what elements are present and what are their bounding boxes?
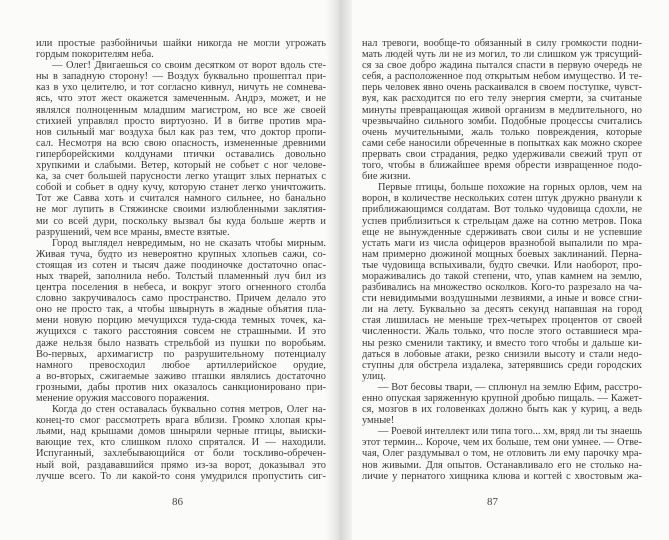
text-line: минуты превращающая живой организм в медлительного, но xyxy=(362,104,642,116)
text-line: стоящая из сотен и тысяч даже поодиночке достаточно опас- xyxy=(36,259,326,271)
text-line: ный вой, раздававшийся прямо из-за ворот, доказывал это xyxy=(36,459,326,471)
page-number-left: 86 xyxy=(172,496,183,508)
text-line: не мог лупить в Стяжинске своими излюбленными заклятия- xyxy=(36,204,326,216)
paragraph xyxy=(36,238,326,404)
text-line: центра поселения в небеса, и вокруг этого огненного столба xyxy=(36,282,326,294)
text-line: этот термин... Короче, чем их больше, тем они умнее. — Отве- xyxy=(362,437,642,449)
text-line: мать людей чуть ли не из могил, то ли слишком уж трясущий- xyxy=(362,49,642,61)
text-line: ворон, в количестве нескольких сотен штук дружно рванули к xyxy=(362,193,642,205)
paragraph xyxy=(362,426,642,481)
text-line: лучше всего. То ли какой-то соня умудрился пропустить сиг- xyxy=(36,470,326,482)
text-line: являлся полноценным младшим магистром, но все же своей xyxy=(36,104,326,116)
text-line: сал. Несмотря на всю свою опасность, измененные древними xyxy=(36,137,326,149)
text-line: нов сильный маг воздуха был как раз тем, что доктор пропи- xyxy=(36,126,326,138)
paragraph xyxy=(362,382,642,426)
text-line: устать маги из числа офицеров вразнобой выпалили по мра- xyxy=(362,237,642,249)
text-line: ли на лету. Буквально за десять секунд напавшая на город xyxy=(362,304,642,316)
text-line: нал тревоги, вообще-то обязанный в силу громкости подни- xyxy=(362,38,642,49)
text-line: мени новую порцию мечущихся туда-сюда темных точек, ка- xyxy=(36,315,326,327)
text-line: сами себе наносили обреченные в попытках как можно скорее xyxy=(362,137,642,149)
text-line: ных тварей, заполнила небо. Толстый пламенный луч бил из xyxy=(36,270,326,282)
text-line: вуя, как расходится по его телу энергия смерти, за считаные xyxy=(362,93,642,105)
paragraph xyxy=(362,38,642,182)
text-line: енно опуская заряженную крупной дробью пищаль. — Кажет- xyxy=(362,393,642,404)
text-line: численности. Жаль только, что после этого оставшиеся мра- xyxy=(362,326,642,338)
text-line: Первые птицы, больше похожие на горных орлов, чем на xyxy=(378,182,642,194)
text-line: успев приблизиться к стрельцам даже на сотню метров. Пока xyxy=(362,215,642,227)
text-line: улиц. xyxy=(362,370,386,382)
text-line: конец-то смог рассмотреть врага вблизи. Громко хлопая кры- xyxy=(36,415,326,427)
paragraph xyxy=(36,38,326,60)
text-line: Испуганный, захлебывающийся от боли тоскливо-обречен- xyxy=(36,448,326,460)
text-line: еще не вынужденные сдерживать свои силы и не успевшие xyxy=(362,226,642,238)
book-gutter xyxy=(326,0,352,540)
text-line: или простые разбойничьи шайки никогда не могли угрожать xyxy=(36,38,326,49)
text-line: льями, над крышами домов шныряли черные птицы, выиски- xyxy=(36,426,326,438)
text-line: Живая туча, будто из невероятно крупных хлопьев сажи, со- xyxy=(36,248,326,260)
text-line: стая лишилась не меньше трех-четырех процентов от своей xyxy=(362,315,642,327)
text-line: жущихся с такого расстояния совсем не страшными. И это xyxy=(36,326,326,338)
text-line: — Олег! Двигаешься со своим десятком от ворот вдоль сте- xyxy=(52,60,326,72)
text-line: а во-вторых, сжигаемые заживо пташки являлись достаточно xyxy=(36,370,326,382)
paragraph xyxy=(36,60,326,238)
text-line: приближающимся солдатам. Вот только чудовища сдохли, не xyxy=(362,204,642,216)
text-line: грозными, дабы против них оказалось санкционировано при- xyxy=(36,381,326,393)
text-line: хрупкими и слабыми. Ветер, который не собьет с ног челове- xyxy=(36,160,326,172)
text-line: прервать свои страдания, редко удерживали свежий труп от xyxy=(362,148,642,160)
text-line: ны резко сменили тактику, и вместо того чтобы и дальше ки- xyxy=(362,337,642,349)
text-line: того, чтобы в ближайшее время обрести извращенное подо- xyxy=(362,160,642,172)
text-line: Тот же Савва хоть и считался намного сильнее, но банально xyxy=(36,193,326,205)
text-line: каз в ухо целителю, и тот согласно кивнул, ничуть не сомнева- xyxy=(36,82,326,94)
text-line: разбивались на множество осколков. Кого-то разрезало на ча- xyxy=(362,282,642,294)
text-line: тые чудовища вспыхивали, будто свечки. Или наоборот, про- xyxy=(362,259,642,271)
text-line: гордым покорителям неба. xyxy=(36,49,154,61)
page-left xyxy=(36,38,326,482)
text-line: Когда до стен оставалась буквально сотня метров, Олег на- xyxy=(52,404,326,416)
text-line: Город выглядел невредимым, но не сказать чтобы мирным. xyxy=(52,237,326,249)
text-line: ясь, что этот жест окажется замеченным. Андрэ, может, и не xyxy=(36,93,326,105)
text-line: чрезвычайно сильного зомби. Подобные процессы считались xyxy=(362,115,642,127)
text-line: даже нельзя было назвать стрельбой из пушки по воробьям. xyxy=(36,337,326,349)
text-line: нов живыми. Для опытов. Останавливало его не столько на- xyxy=(362,459,642,471)
paragraph xyxy=(36,404,326,482)
text-line: себя, а расположенное под открытым небом имущество. И те- xyxy=(362,71,642,83)
page-number-right: 87 xyxy=(487,496,498,508)
text-line: разрушений, чем все мраны, вместе взятые. xyxy=(36,226,230,238)
text-line: — Роевой интеллект или типа того... хм, вряд ли ты знаешь xyxy=(378,426,642,438)
text-line: сти невидимыми воздушными лезвиями, а иные и вовсе сгни- xyxy=(362,293,642,305)
text-line: нам примерно дюжиной мощных боевых заклинаний. Перна- xyxy=(362,248,642,260)
text-line: ся за свое добро жадина пытался спасти в первую очередь не xyxy=(362,60,642,72)
text-line: чая, Олег раздумывал о том, не отловить ли ему парочку мра- xyxy=(362,448,642,460)
page-right xyxy=(362,38,642,482)
text-line: даться в лобовые атаки, резко снизили высоту и стали недо- xyxy=(362,348,642,360)
text-line: стихией управлял просто виртуозно. И в битве против мра- xyxy=(36,115,326,127)
paragraph xyxy=(362,182,642,382)
text-line: мораживались до такой степени, что, упав камнем на землю, xyxy=(362,270,642,282)
text-line: очень мучительными, жаль только повреждения, которые xyxy=(362,126,642,138)
text-line: бие жизни. xyxy=(362,171,411,183)
text-line: собой и собьет в одну кучу, которую станет легко уничтожить. xyxy=(36,182,326,194)
text-line: — Вот бесовы твари, — сплюнул на землю Ефим, расстро- xyxy=(378,381,642,393)
text-line: гиперборейскими колдунами птички оставались довольно xyxy=(36,148,326,160)
text-line: оно не просто так, а чтобы швырнуть в жадные объятия пла- xyxy=(36,304,326,316)
text-line: Во-первых, архимагистр по разрушительному потенциалу xyxy=(36,348,326,360)
text-line: перь человек явно очень раскаивался в своем поступке, чувст- xyxy=(362,82,642,94)
text-line: личие у пернатого хищника клюва и когтей с хвостовым жа- xyxy=(362,470,642,482)
text-line: умные! xyxy=(362,415,395,427)
text-line: ка, за счет большей парусности легко утащит злых пернатых с xyxy=(36,171,326,183)
text-line: вающие тех, кто слишком плохо спрятался. И — находили. xyxy=(36,437,326,449)
text-line: ся, мозгов в их головенках должно быть как у куриц, а ведь xyxy=(362,404,642,416)
text-line: ми со всей дури, поскольку вызвал бы куда больше жертв и xyxy=(36,215,326,227)
text-line: намного превосходил любое артиллерийское орудие, xyxy=(36,359,326,371)
text-line: ступны для обстрела издалека, затерявшись среди городских xyxy=(362,359,642,371)
text-line: словно закручивалось само пространство. Причем делало это xyxy=(36,293,326,305)
text-line: ны в западную сторону! — Воздух буквально прошептал при- xyxy=(36,71,326,83)
text-line: менение оружия массового поражения. xyxy=(36,393,210,404)
